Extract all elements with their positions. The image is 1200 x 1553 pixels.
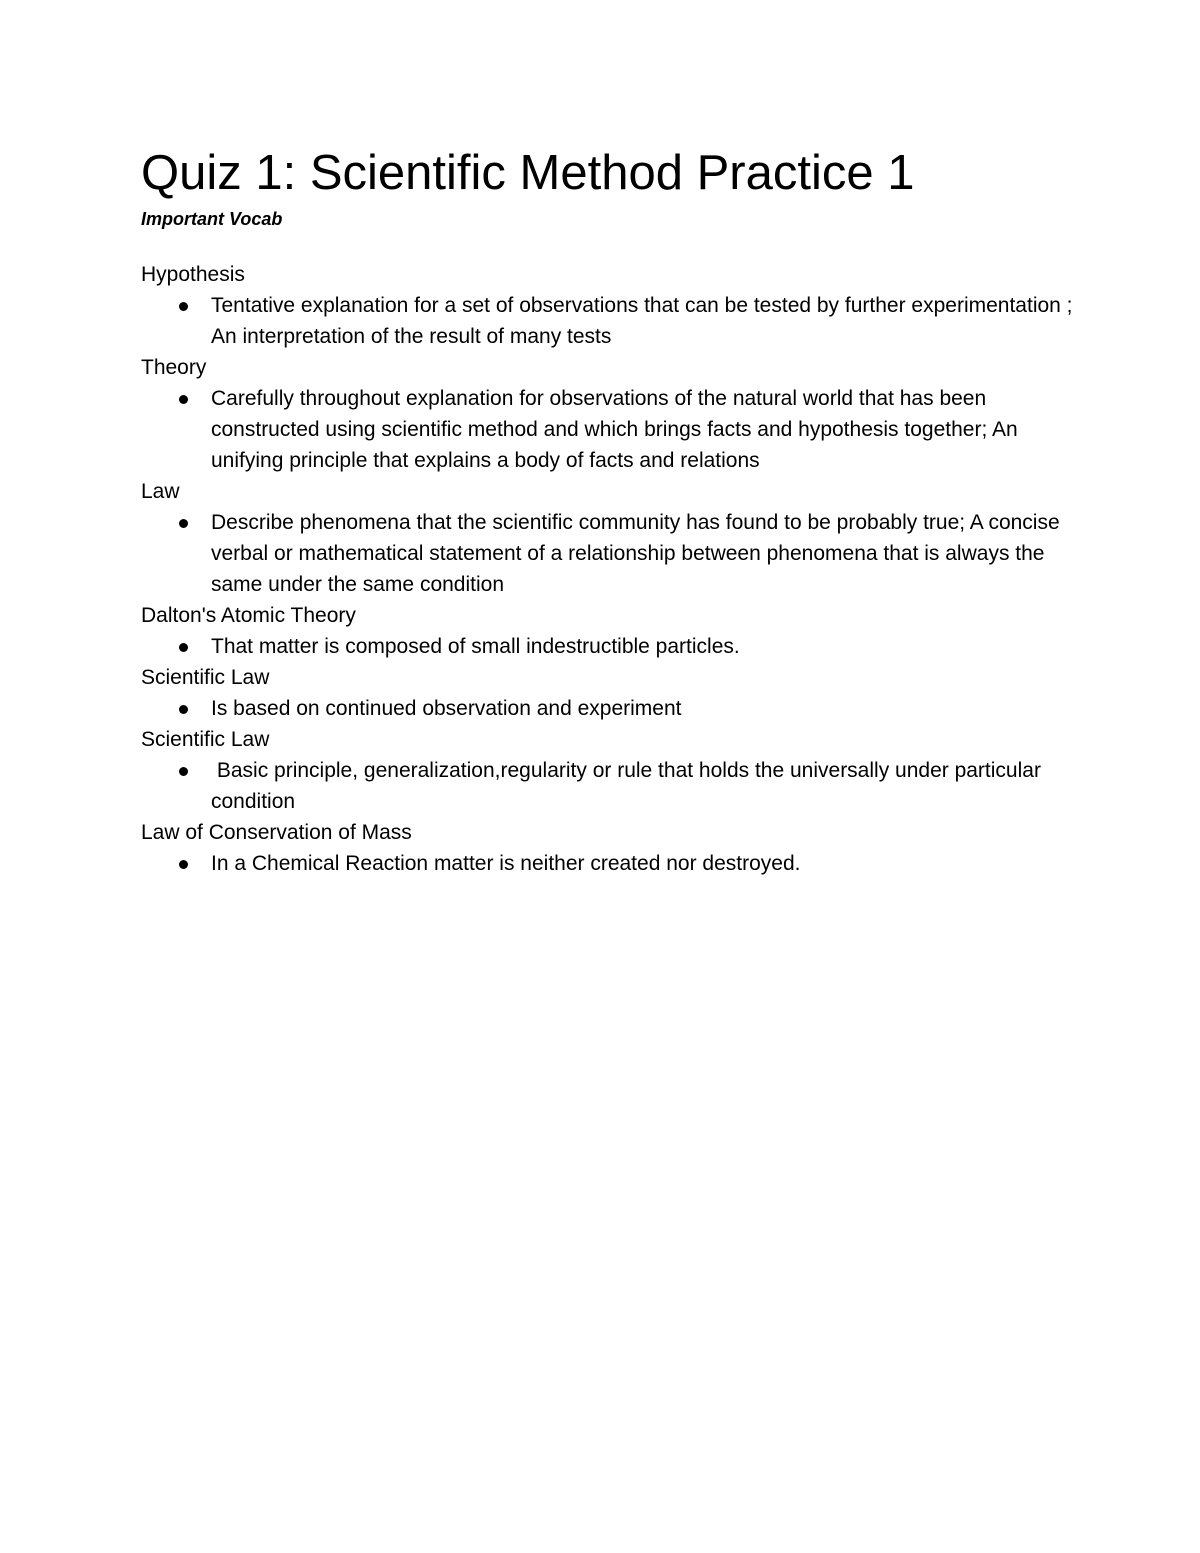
definition-text: Is based on continued observation and experiment — [211, 697, 682, 720]
definition-item — [141, 848, 1081, 879]
document-page — [141, 143, 1081, 879]
definition-list — [141, 693, 1081, 724]
vocab-entry — [141, 662, 1081, 724]
vocab-term: Law — [141, 480, 180, 503]
vocab-term: Scientific Law — [141, 728, 270, 751]
vocab-term: Hypothesis — [141, 263, 245, 286]
bullet-icon — [179, 643, 188, 652]
definition-item — [141, 290, 1081, 352]
vocab-term: Theory — [141, 356, 207, 379]
definition-list — [141, 383, 1081, 476]
definition-text: Tentative explanation for a set of observations that can be tested by further experimentation ; An interpretation of the result of many tests — [211, 294, 1078, 348]
definition-item — [141, 693, 1081, 724]
vocab-list — [141, 259, 1081, 879]
bullet-icon — [179, 705, 188, 714]
definition-list — [141, 507, 1081, 600]
definition-text: Carefully throughout explanation for observations of the natural world that has been constructed using scientific method and which brings facts and hypothesis together; An unifying principle that explains a body of facts and relations — [211, 387, 1024, 472]
vocab-entry — [141, 724, 1081, 817]
vocab-term: Law of Conservation of Mass — [141, 821, 412, 844]
definition-list — [141, 631, 1081, 662]
vocab-term: Dalton's Atomic Theory — [141, 604, 356, 627]
bullet-icon — [179, 519, 188, 528]
definition-item — [141, 383, 1081, 476]
bullet-icon — [179, 860, 188, 869]
vocab-entry — [141, 600, 1081, 662]
vocab-term: Scientific Law — [141, 666, 270, 689]
vocab-entry — [141, 817, 1081, 879]
definition-item — [141, 755, 1081, 817]
bullet-icon — [179, 302, 188, 311]
definition-list — [141, 848, 1081, 879]
definition-text: Basic principle, generalization,regularity or rule that holds the universally under particular condition — [211, 759, 1047, 813]
page-title: Quiz 1: Scientific Method Practice 1 — [141, 146, 915, 200]
definition-text: Describe phenomena that the scientific community has found to be probably true; A concise verbal or mathematical statement of a relationship between phenomena that is always the same under the same condition — [211, 511, 1066, 596]
definition-list — [141, 290, 1081, 352]
definition-list — [141, 755, 1081, 817]
bullet-icon — [179, 767, 188, 776]
page-subtitle: Important Vocab — [141, 209, 283, 229]
definition-item — [141, 507, 1081, 600]
vocab-entry — [141, 476, 1081, 600]
vocab-entry — [141, 352, 1081, 476]
vocab-entry — [141, 259, 1081, 352]
definition-text: That matter is composed of small indestructible particles. — [211, 635, 740, 658]
definition-text: In a Chemical Reaction matter is neither created nor destroyed. — [211, 852, 801, 875]
bullet-icon — [179, 395, 188, 404]
definition-item — [141, 631, 1081, 662]
